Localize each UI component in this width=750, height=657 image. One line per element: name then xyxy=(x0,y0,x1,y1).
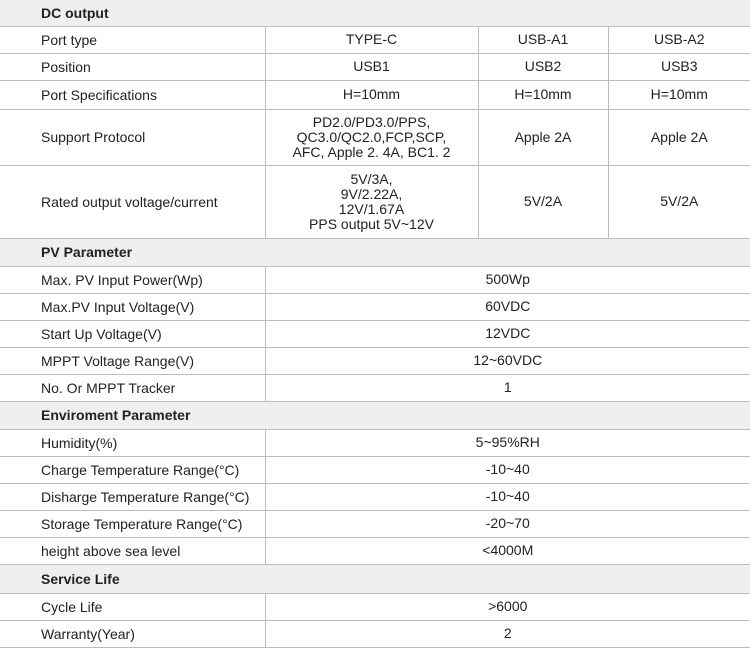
cell-value: Apple 2A xyxy=(478,109,608,165)
cell-value: 5V/2A xyxy=(608,165,750,238)
cell-value-multiline xyxy=(265,109,478,165)
cell-value: 5V/2A xyxy=(478,165,608,238)
cell-value: USB2 xyxy=(478,53,608,80)
cell-value: 60VDC xyxy=(265,293,750,320)
cell-value: H=10mm xyxy=(265,80,478,109)
cell-value: 5~95%RH xyxy=(265,429,750,456)
cell-value: 1 xyxy=(265,374,750,401)
table-row xyxy=(0,456,750,483)
row-label: Rated output voltage/current xyxy=(0,165,265,238)
table-row xyxy=(0,593,750,620)
section-header-service-life xyxy=(0,564,750,593)
cell-value: TYPE-C xyxy=(265,26,478,53)
section-header-pv-parameter xyxy=(0,238,750,266)
table-row xyxy=(0,320,750,347)
cell-line: PD2.0/PD3.0/PPS, xyxy=(312,113,431,130)
table-row xyxy=(0,483,750,510)
row-label: Max. PV Input Power(Wp) xyxy=(0,266,265,293)
row-label: Position xyxy=(0,53,265,80)
row-label: Storage Temperature Range(°C) xyxy=(0,510,265,537)
table-row xyxy=(0,26,750,53)
table-row xyxy=(0,165,750,238)
row-label: Humidity(%) xyxy=(0,429,265,456)
table-row xyxy=(0,429,750,456)
section-title: Service Life xyxy=(0,564,750,593)
row-label: Warranty(Year) xyxy=(0,620,265,647)
cell-value: H=10mm xyxy=(478,80,608,109)
row-label: Max.PV Input Voltage(V) xyxy=(0,293,265,320)
section-header-dc-output xyxy=(0,0,750,26)
table-row xyxy=(0,53,750,80)
row-label: Cycle Life xyxy=(0,593,265,620)
row-label: Port Specifications xyxy=(0,80,265,109)
section-header-environment-parameter xyxy=(0,401,750,429)
cell-value: 12VDC xyxy=(265,320,750,347)
row-label: Disharge Temperature Range(°C) xyxy=(0,483,265,510)
cell-line: 5V/3A, xyxy=(350,170,393,187)
cell-value: 12~60VDC xyxy=(265,347,750,374)
cell-line: AFC, Apple 2. 4A, BC1. 2 xyxy=(292,143,451,160)
cell-value: H=10mm xyxy=(608,80,750,109)
table-row xyxy=(0,347,750,374)
cell-line: 12V/1.67A xyxy=(338,200,405,217)
cell-value: USB-A2 xyxy=(608,26,750,53)
table-row xyxy=(0,374,750,401)
cell-value: Apple 2A xyxy=(608,109,750,165)
section-title: Enviroment Parameter xyxy=(0,401,750,429)
row-label: Support Protocol xyxy=(0,109,265,165)
section-title: PV Parameter xyxy=(0,238,750,266)
section-title: DC output xyxy=(0,0,750,26)
row-label: Charge Temperature Range(°C) xyxy=(0,456,265,483)
cell-value: -10~40 xyxy=(265,483,750,510)
table-row xyxy=(0,109,750,165)
row-label: MPPT Voltage Range(V) xyxy=(0,347,265,374)
row-label: No. Or MPPT Tracker xyxy=(0,374,265,401)
cell-value: 2 xyxy=(265,620,750,647)
table-row xyxy=(0,293,750,320)
cell-value: USB1 xyxy=(265,53,478,80)
cell-value: -20~70 xyxy=(265,510,750,537)
cell-value: USB3 xyxy=(608,53,750,80)
cell-value-multiline xyxy=(265,165,478,238)
row-label: Port type xyxy=(0,26,265,53)
cell-value: <4000M xyxy=(265,537,750,564)
table-row xyxy=(0,537,750,564)
cell-value: USB-A1 xyxy=(478,26,608,53)
table-row xyxy=(0,620,750,647)
cell-value: 500Wp xyxy=(265,266,750,293)
table-row xyxy=(0,80,750,109)
cell-line: PPS output 5V~12V xyxy=(309,215,434,232)
row-label: height above sea level xyxy=(0,537,265,564)
row-label: Start Up Voltage(V) xyxy=(0,320,265,347)
table-row xyxy=(0,510,750,537)
table-row xyxy=(0,266,750,293)
cell-value: -10~40 xyxy=(265,456,750,483)
cell-line: QC3.0/QC2.0,FCP,SCP, xyxy=(296,128,447,145)
cell-line: 9V/2.22A, xyxy=(340,185,403,202)
cell-value: >6000 xyxy=(265,593,750,620)
